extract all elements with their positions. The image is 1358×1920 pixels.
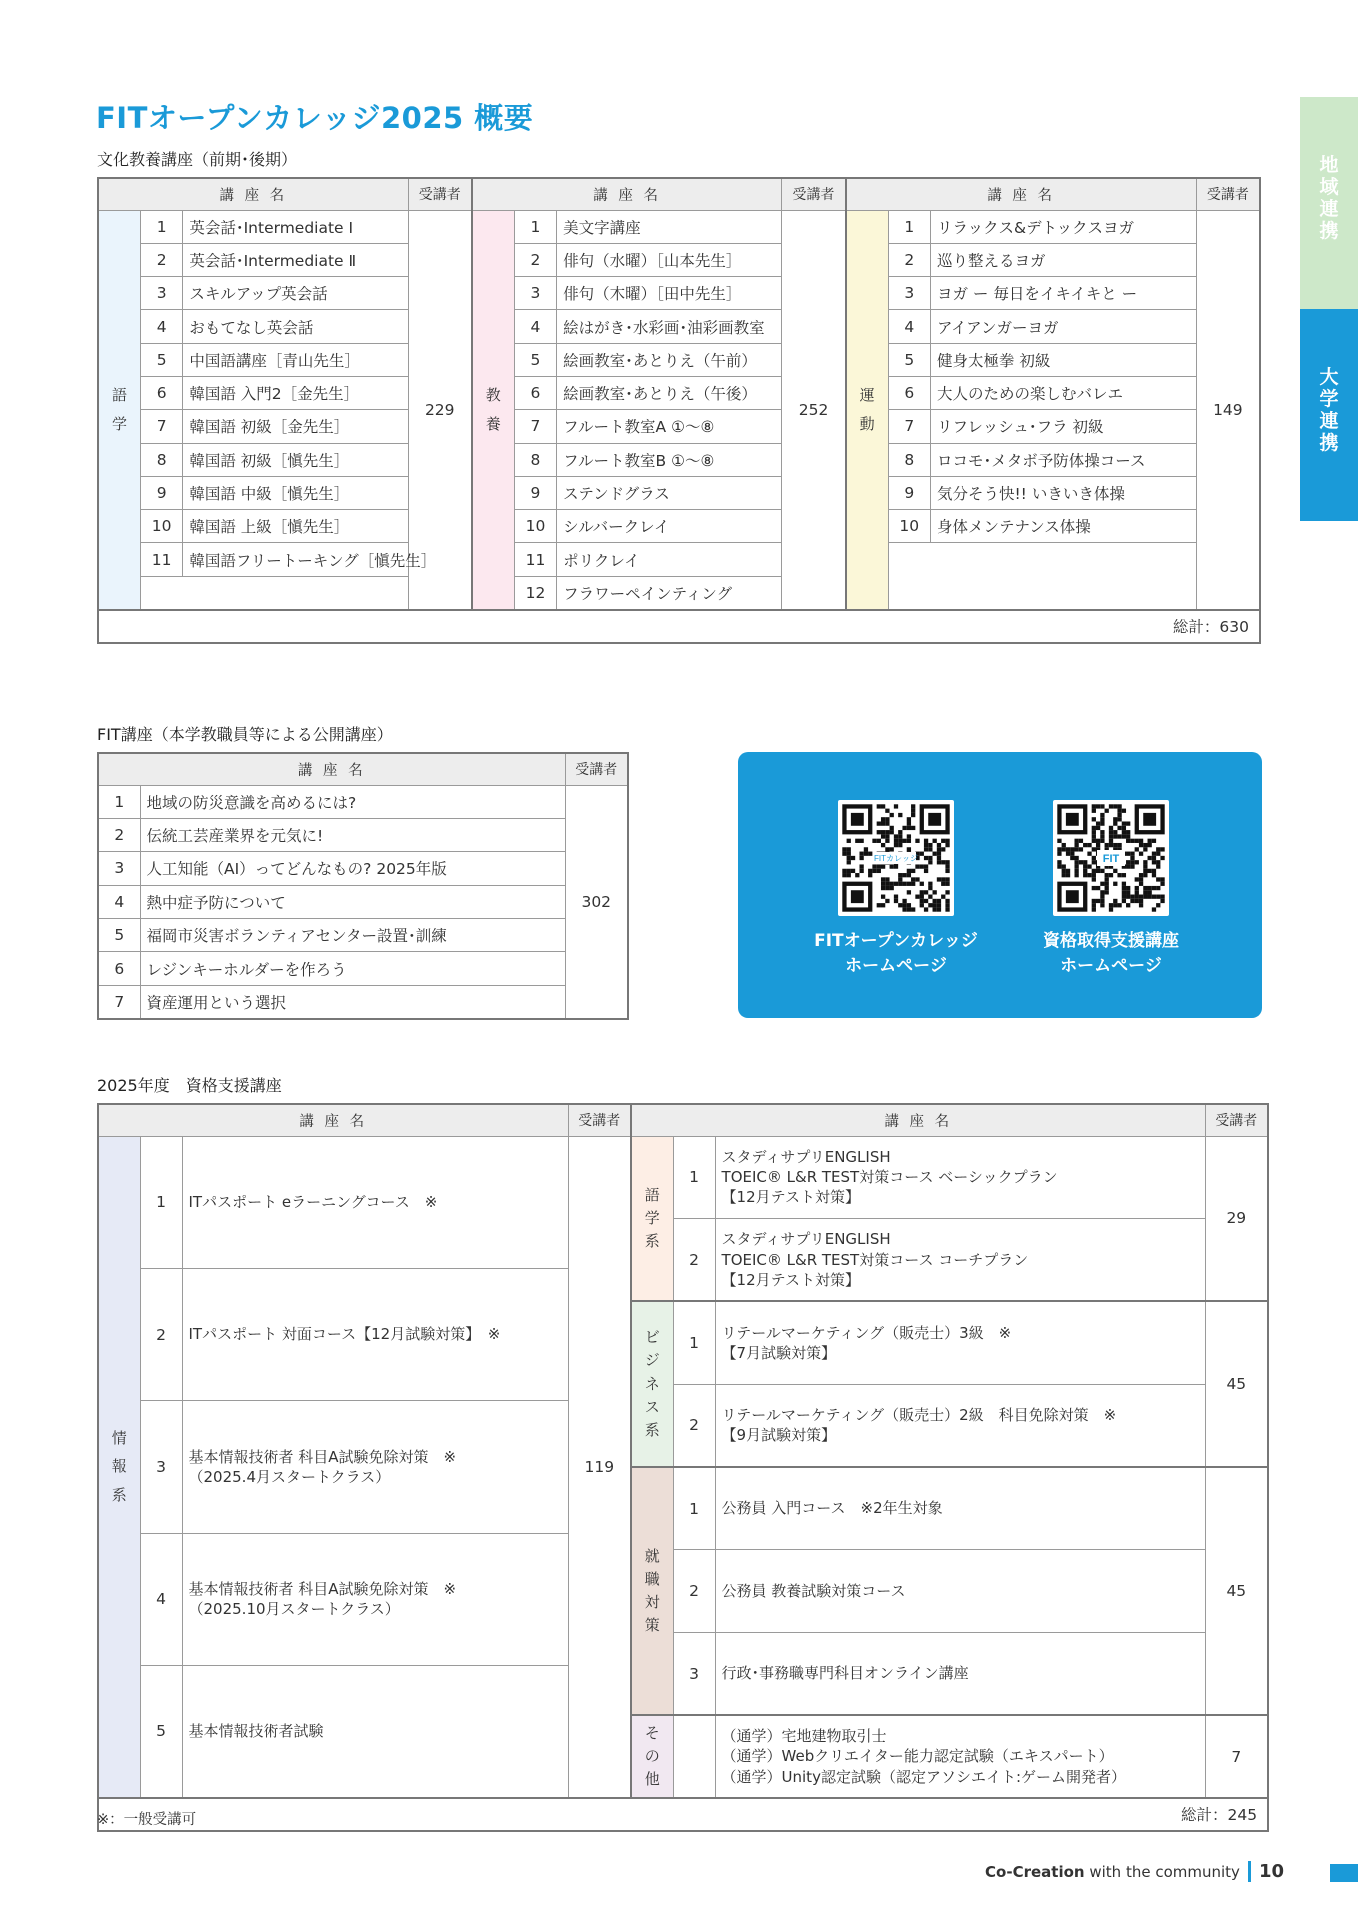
culture-row-number: 3: [514, 277, 556, 310]
shikaku-course-name: ITパスポート 対面コース【12月試験対策】 ※: [182, 1268, 568, 1400]
fit-row-number: 2: [98, 818, 140, 851]
fit-table: [97, 752, 629, 1020]
shikaku-course-name: リテールマーケティング（販売士）3級 ※ 【7月試験対策】: [715, 1301, 1205, 1384]
shikaku-course-name: スタディサプリENGLISH TOEIC® L&R TEST対策コース コーチプラン 【12月テスト対策】: [715, 1219, 1205, 1302]
shikaku-course-name: リテールマーケティング（販売士）2級 科目免除対策 ※ 【9月試験対策】: [715, 1384, 1205, 1467]
footnote: ※：一般受講可: [97, 1812, 197, 1828]
shikaku-count: 45: [1205, 1301, 1268, 1466]
shikaku-course-name: 基本情報技術者 科目A試験免除対策 ※ （2025.10月スタートクラス）: [182, 1533, 568, 1665]
culture-course-name: フルート教室A ①～⑧: [557, 410, 782, 443]
culture-row-number: 4: [888, 310, 930, 343]
culture-header-count: 受講者: [782, 178, 846, 210]
culture-row-number: 7: [514, 410, 556, 443]
culture-row-number: 5: [140, 343, 182, 376]
culture-count: 149: [1196, 210, 1260, 610]
culture-header-name: 講 座 名: [98, 178, 408, 210]
tab-university[interactable]: [1300, 309, 1358, 521]
shikaku-course-name: 公務員 入門コース ※2年生対象: [715, 1467, 1205, 1550]
culture-course-name: 美文字講座: [557, 210, 782, 243]
culture-row-number: 5: [514, 343, 556, 376]
culture-row-number: 1: [888, 210, 930, 243]
culture-count: 229: [408, 210, 472, 610]
shikaku-header-count: 受講者: [1205, 1104, 1268, 1136]
culture-course-name: 韓国語 中級［愼先生］: [183, 476, 408, 509]
culture-category: 教 養: [472, 210, 514, 610]
shikaku-row-number: 1: [140, 1136, 182, 1268]
culture-course-name: 絵画教室･あとりえ（午後）: [557, 376, 782, 409]
culture-heading: 文化教養講座（前期･後期）: [97, 150, 298, 169]
fit-heading: FIT講座（本学教職員等による公開講座）: [97, 725, 393, 744]
shikaku-count: 119: [568, 1136, 631, 1798]
culture-row-number: 10: [514, 510, 556, 543]
culture-category: 語 学: [98, 210, 140, 610]
qr-shikaku-logo: FIT: [1102, 853, 1120, 865]
fit-header-count: 受講者: [565, 753, 628, 785]
culture-course-name: フラワーペインティング: [557, 576, 782, 609]
shikaku-row-number: 2: [673, 1219, 715, 1302]
shikaku-category: ビ ジ ネ ス 系: [631, 1301, 673, 1466]
culture-course-name: シルバークレイ: [557, 510, 782, 543]
qr-college-logo: FITカレッジ: [874, 854, 918, 863]
culture-course-name: スキルアップ英会話: [183, 277, 408, 310]
shikaku-header-count: 受講者: [568, 1104, 631, 1136]
shikaku-total: 総計：245: [98, 1798, 1268, 1831]
culture-course-name: 健身太極拳 初級: [930, 343, 1196, 376]
shikaku-row-number: 3: [140, 1401, 182, 1533]
culture-course-name: 韓国語 入門2［金先生］: [183, 376, 408, 409]
culture-row-number: 4: [514, 310, 556, 343]
culture-row-number: 6: [514, 376, 556, 409]
tab-community[interactable]: [1300, 97, 1358, 309]
culture-table: [97, 177, 1261, 644]
qr-college-icon: [838, 800, 954, 916]
culture-count: 252: [782, 210, 846, 610]
culture-row-number: 3: [140, 277, 182, 310]
culture-course-name: 巡り整えるヨガ: [930, 243, 1196, 276]
culture-course-name: ヨガ ー 毎日をイキイキと ー: [930, 277, 1196, 310]
culture-header-count: 受講者: [408, 178, 472, 210]
culture-row-number: 9: [888, 476, 930, 509]
culture-row-number: 1: [140, 210, 182, 243]
shikaku-course-name: 基本情報技術者試験: [182, 1666, 568, 1798]
fit-course-name: 人工知能（AI）ってどんなもの? 2025年版: [140, 852, 565, 885]
fit-header-name: 講 座 名: [98, 753, 565, 785]
shikaku-course-name: 行政･事務職専門科目オンライン講座: [715, 1632, 1205, 1715]
culture-row-number: 10: [888, 510, 930, 543]
shikaku-header-name: 講 座 名: [631, 1104, 1205, 1136]
culture-header-count: 受講者: [1196, 178, 1260, 210]
culture-course-name: 韓国語 初級［金先生］: [183, 410, 408, 443]
shikaku-table: [97, 1103, 1269, 1832]
footer-brand: Co-Creation: [985, 1863, 1085, 1881]
culture-course-name: リフレッシュ･フラ 初級: [930, 410, 1196, 443]
culture-course-name: 絵はがき･水彩画･油彩画教室: [557, 310, 782, 343]
shikaku-count: 29: [1205, 1136, 1268, 1301]
culture-row-number: 2: [514, 243, 556, 276]
culture-course-name: 韓国語 初級［愼先生］: [183, 443, 408, 476]
culture-course-name: 大人のための楽しむバレエ: [930, 376, 1196, 409]
culture-course-name: おもてなし英会話: [183, 310, 408, 343]
culture-row-number: 7: [888, 410, 930, 443]
qr-panel: [738, 752, 1262, 1018]
culture-row-number: 5: [888, 343, 930, 376]
shikaku-count: 7: [1205, 1715, 1268, 1798]
culture-row-number: 9: [140, 476, 182, 509]
page-title: FITオープンカレッジ2025 概要: [96, 101, 534, 135]
culture-category: 運 動: [846, 210, 888, 610]
culture-course-name: アイアンガーヨガ: [930, 310, 1196, 343]
fit-row-number: 1: [98, 785, 140, 818]
culture-course-name: 俳句（木曜）［田中先生］: [557, 277, 782, 310]
culture-row-number: 12: [514, 576, 556, 609]
shikaku-header-name: 講 座 名: [98, 1104, 568, 1136]
culture-header-name: 講 座 名: [846, 178, 1197, 210]
fit-row-number: 5: [98, 919, 140, 952]
culture-course-name: 身体メンテナンス体操: [930, 510, 1196, 543]
shikaku-row-number: 1: [673, 1301, 715, 1384]
shikaku-row-number: 2: [140, 1268, 182, 1400]
culture-row-number: 1: [514, 210, 556, 243]
tab-university-label: 大 学 連 携: [1319, 366, 1339, 454]
fit-course-name: 福岡市災害ボランティアセンター設置･訓練: [140, 919, 565, 952]
fit-course-name: 地域の防災意識を高めるには?: [140, 785, 565, 818]
shikaku-category: そ の 他: [631, 1715, 673, 1798]
qr-code-college[interactable]: [838, 800, 954, 916]
shikaku-count: 45: [1205, 1467, 1268, 1715]
fit-row-number: 7: [98, 985, 140, 1018]
culture-row-number: 2: [140, 243, 182, 276]
fit-course-name: レジンキーホルダーを作ろう: [140, 952, 565, 985]
fit-course-name: 熱中症予防について: [140, 885, 565, 918]
shikaku-row-number: 3: [673, 1632, 715, 1715]
culture-row-number: 6: [888, 376, 930, 409]
culture-course-name: リラックス&デトックスヨガ: [930, 210, 1196, 243]
culture-course-name: 気分そう快!! いきいき体操: [930, 476, 1196, 509]
culture-course-name: 英会話･Intermediate Ⅰ: [183, 210, 408, 243]
page-bar: [1330, 1864, 1358, 1882]
culture-total: 総計：630: [98, 610, 1260, 643]
culture-course-name: ロコモ･メタボ予防体操コース: [930, 443, 1196, 476]
footer-tagline: with the community: [1084, 1863, 1240, 1881]
fit-course-name: 資産運用という選択: [140, 985, 565, 1018]
fit-row-number: 3: [98, 852, 140, 885]
tab-community-label: 地 域 連 携: [1319, 154, 1339, 242]
shikaku-category: 語 学 系: [631, 1136, 673, 1301]
footer: [985, 1861, 1284, 1882]
culture-course-name: 韓国語フリートーキング［愼先生］: [183, 543, 408, 576]
culture-row-number: 3: [888, 277, 930, 310]
shikaku-course-name: （通学）宅地建物取引士 （通学）Webクリエイター能力認定試験（エキスパート） （通学）Unity認定試験（認定アソシエイト:ゲーム開発者）: [715, 1715, 1205, 1798]
culture-course-name: 韓国語 上級［愼先生］: [183, 510, 408, 543]
qr-college-label[interactable]: FITオープンカレッジ ホームページ: [814, 931, 978, 976]
qr-code-shikaku[interactable]: [1053, 800, 1169, 916]
culture-row-number: 7: [140, 410, 182, 443]
culture-row-number: 8: [888, 443, 930, 476]
shikaku-course-name: 公務員 教養試験対策コース: [715, 1550, 1205, 1633]
culture-row-number: 8: [140, 443, 182, 476]
culture-row-number: 11: [140, 543, 182, 576]
shikaku-row-number: [673, 1715, 715, 1798]
culture-course-name: ステンドグラス: [557, 476, 782, 509]
culture-course-name: 俳句（水曜）［山本先生］: [557, 243, 782, 276]
culture-row-number: 9: [514, 476, 556, 509]
shikaku-row-number: 5: [140, 1666, 182, 1798]
culture-course-name: 絵画教室･あとりえ（午前）: [557, 343, 782, 376]
culture-row-number: 8: [514, 443, 556, 476]
culture-row-number: 4: [140, 310, 182, 343]
shikaku-row-number: 1: [673, 1136, 715, 1219]
culture-course-name: フルート教室B ①～⑧: [557, 443, 782, 476]
shikaku-row-number: 1: [673, 1467, 715, 1550]
shikaku-category: 情 報 系: [98, 1136, 140, 1798]
shikaku-course-name: 基本情報技術者 科目A試験免除対策 ※ （2025.4月スタートクラス）: [182, 1401, 568, 1533]
culture-course-name: ポリクレイ: [557, 543, 782, 576]
fit-row-number: 6: [98, 952, 140, 985]
culture-row-number: 6: [140, 376, 182, 409]
shikaku-category: 就 職 対 策: [631, 1467, 673, 1715]
culture-header-name: 講 座 名: [472, 178, 782, 210]
qr-shikaku-label[interactable]: 資格取得支援講座 ホームページ: [1043, 931, 1179, 976]
culture-empty-cell: [140, 576, 408, 609]
shikaku-course-name: ITパスポート eラーニングコース ※: [182, 1136, 568, 1268]
culture-empty-cell: [888, 543, 1196, 610]
shikaku-heading: 2025年度 資格支援講座: [97, 1076, 282, 1095]
shikaku-row-number: 2: [673, 1550, 715, 1633]
fit-row-number: 4: [98, 885, 140, 918]
shikaku-row-number: 4: [140, 1533, 182, 1665]
page-number: 10: [1248, 1861, 1284, 1882]
culture-row-number: 2: [888, 243, 930, 276]
shikaku-row-number: 2: [673, 1384, 715, 1467]
fit-count: 302: [565, 785, 628, 1019]
culture-row-number: 11: [514, 543, 556, 576]
shikaku-course-name: スタディサプリENGLISH TOEIC® L&R TEST対策コース ベーシックプラン 【12月テスト対策】: [715, 1136, 1205, 1219]
culture-course-name: 中国語講座［青山先生］: [183, 343, 408, 376]
qr-shikaku-icon: [1053, 800, 1169, 916]
fit-course-name: 伝統工芸産業界を元気に!: [140, 818, 565, 851]
culture-row-number: 10: [140, 510, 182, 543]
culture-course-name: 英会話･Intermediate Ⅱ: [183, 243, 408, 276]
